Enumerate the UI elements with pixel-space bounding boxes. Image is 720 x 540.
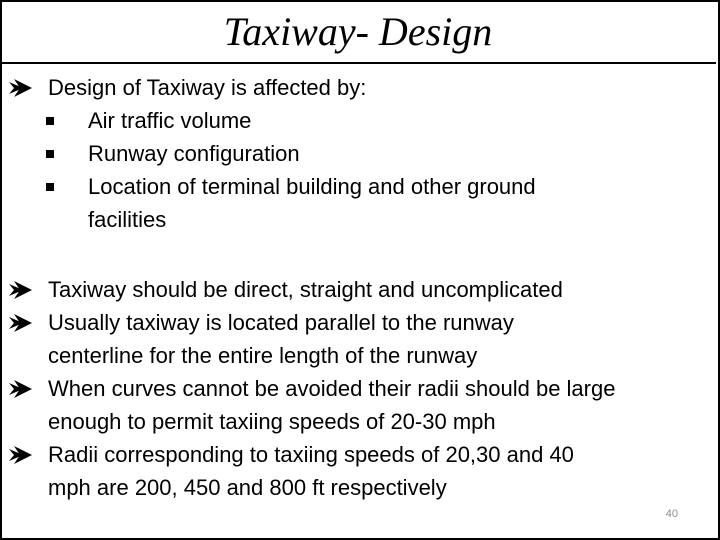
bullet-text: When curves cannot be avoided their radii should be large [48, 376, 616, 401]
bullet-continuation [8, 405, 496, 438]
bullet-text: mph are 200, 450 and 800 ft respectively [48, 475, 447, 500]
sub-bullet [44, 170, 536, 203]
square-bullet-icon [44, 104, 88, 137]
sub-bullet [44, 137, 300, 170]
bullet-point [8, 306, 514, 339]
bullet-intro [8, 71, 366, 104]
bullet-point [8, 438, 574, 471]
page-number: 40 [665, 508, 678, 520]
bullet-text: Usually taxiway is located parallel to the runway [48, 310, 514, 335]
arrow-bullet-icon [8, 71, 48, 104]
sub-bullet-text: Runway configuration [88, 141, 300, 166]
bullet-text: enough to permit taxiing speeds of 20-30 mph [48, 409, 496, 434]
sub-bullet-text: facilities [88, 207, 167, 232]
arrow-bullet-icon [8, 306, 48, 339]
bullet-text: Radii corresponding to taxiing speeds of 20,30 and 40 [48, 442, 574, 467]
square-bullet-icon [44, 170, 88, 203]
arrow-bullet-icon [8, 438, 48, 471]
arrow-bullet-icon [8, 372, 48, 405]
bullet-text: Taxiway should be direct, straight and uncomplicated [48, 277, 563, 302]
bullet-point [8, 273, 563, 306]
sub-bullet [44, 104, 251, 137]
sub-bullet-continuation [44, 203, 166, 236]
bullet-text: centerline for the entire length of the runway [48, 343, 478, 368]
title-bar [0, 0, 716, 64]
sub-bullet-text: Air traffic volume [88, 108, 252, 133]
bullet-continuation [8, 339, 477, 372]
square-bullet-icon [44, 137, 88, 170]
arrow-bullet-icon [8, 273, 48, 306]
sub-bullet-text: Location of terminal building and other ground [88, 174, 536, 199]
bullet-text: Design of Taxiway is affected by: [48, 75, 367, 100]
slide-title: Taxiway- Design [223, 9, 493, 54]
bullet-continuation [8, 471, 447, 504]
bullet-point [8, 372, 615, 405]
